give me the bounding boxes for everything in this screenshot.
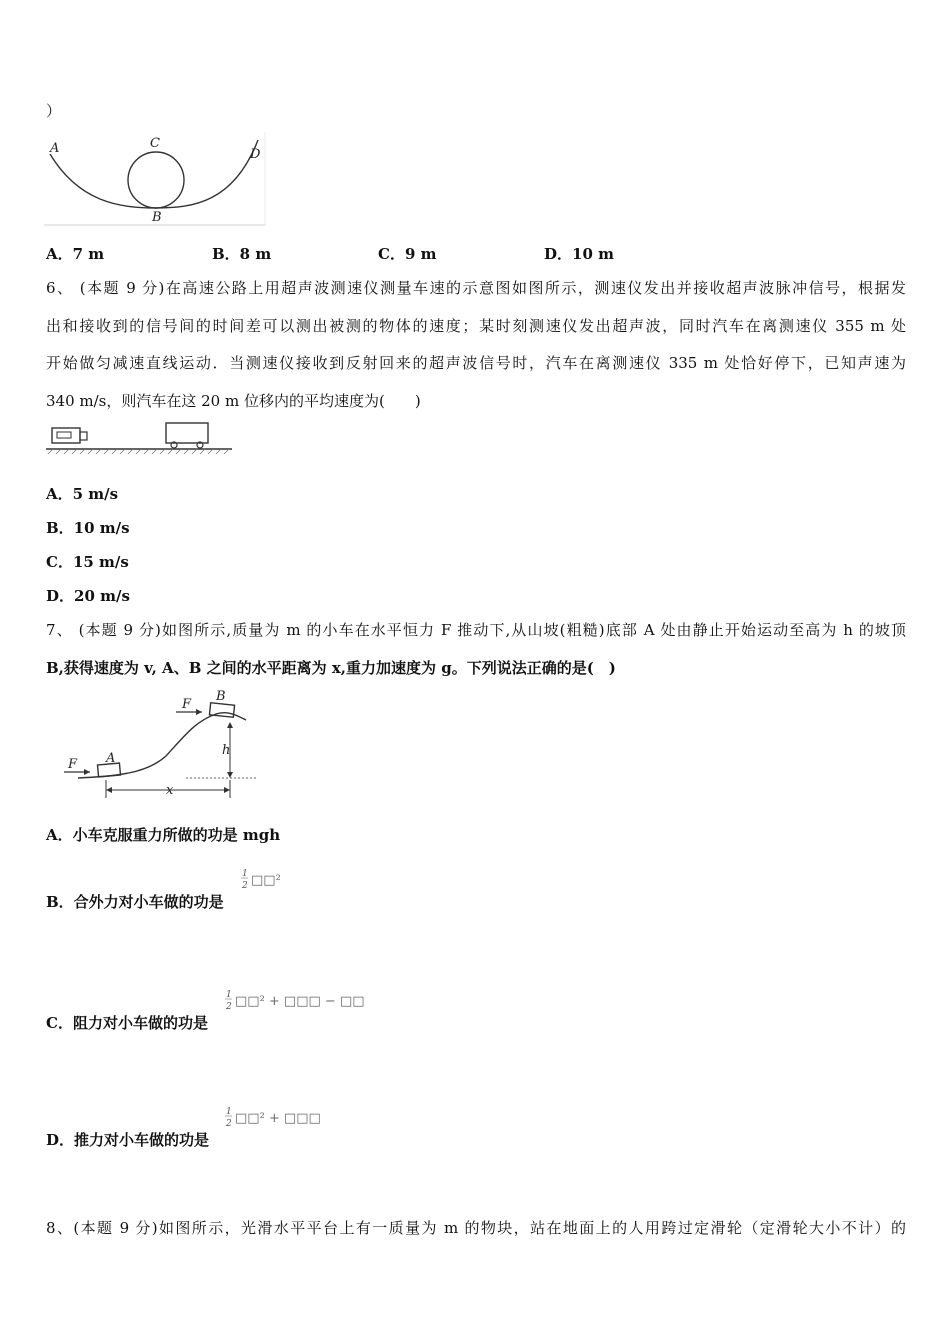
q7-stem-line1: 7、 (本题 9 分)如图所示,质量为 m 的小车在水平恒力 F 推动下,从山坡(粗糙)底部 A 处由静止开始运动至高为 h 的坡顶 <box>46 621 906 639</box>
q7-option-a: A．小车克服重力所做的功是 mgh <box>46 826 281 844</box>
q7-label-a: A <box>106 751 116 766</box>
q5-option-d: D．10 m <box>544 245 614 263</box>
q7-formula-d <box>224 1104 344 1134</box>
q7-option-b: B．合外力对小车做的功是 <box>46 893 224 911</box>
q7-formula-b-num: 1 <box>242 869 248 879</box>
q5-options <box>46 244 614 264</box>
q6-stem-line4: 340 m/s，则汽车在这 20 m 位移内的平均速度为( ) <box>46 392 421 410</box>
q7-hill-curve <box>78 713 246 778</box>
q7-option-c: C．阻力对小车做的功是 <box>46 1014 208 1032</box>
q5-paren-close: ） <box>46 102 62 120</box>
q7-formula-b <box>240 866 300 896</box>
q6-option-a: A．5 m/s <box>46 485 119 503</box>
q7-cart-b <box>209 703 234 717</box>
q5-label-a: A <box>50 141 60 156</box>
q7-formula-c-body: □□² + □□□ − □□ <box>235 994 365 1009</box>
q5-loop-circle <box>128 152 184 208</box>
q7-formula-c-den: 2 <box>226 1002 232 1012</box>
q7-option-d: D．推力对小车做的功是 <box>46 1131 210 1149</box>
q7-label-f2: F <box>182 697 192 712</box>
q5-label-b: B <box>152 210 162 225</box>
q7-formula-d-body: □□² + □□□ <box>235 1111 321 1126</box>
q5-option-a: A．7 m <box>46 245 105 263</box>
q6-stem-line1: 6、 (本题 9 分)在高速公路上用超声波测速仪测量车速的示意图如图所示，测速仪发出并接收超声波脉冲信号，根据发 <box>46 279 906 297</box>
q8-stem-line1: 8、(本题 9 分)如图所示，光滑水平平台上有一质量为 m 的物块，站在地面上的人用跨过定滑轮（定滑轮大小不计）的 <box>46 1219 906 1237</box>
q6-speed-gun-figure <box>44 422 234 456</box>
q6-speed-gun <box>52 428 87 443</box>
q7-formula-d-den: 2 <box>226 1119 232 1129</box>
q6-option-c: C．15 m/s <box>46 553 129 571</box>
q6-stem-line3: 开始做匀减速直线运动．当测速仪接收到反射回来的超声波信号时，汽车在离测速仪 335 m 处恰好停下，已知声速为 <box>46 354 906 372</box>
q7-formula-b-den: 2 <box>242 881 248 891</box>
q7-formula-c <box>224 987 384 1017</box>
q6-option-b: B．10 m/s <box>46 519 130 537</box>
q7-label-x: x <box>166 783 174 798</box>
q7-label-h: h <box>222 743 231 758</box>
q6-stem-line2: 出和接收到的信号间的时间差可以测出被测的物体的速度；某时刻测速仪发出超声波，同时汽车在离测速仪 355 m 处 <box>46 317 906 335</box>
q7-formula-d-num: 1 <box>226 1107 232 1117</box>
q7-slope-figure <box>56 686 262 802</box>
q7-label-f1: F <box>68 757 78 772</box>
q5-option-c: C．9 m <box>378 245 437 263</box>
q7-formula-c-num: 1 <box>226 990 232 1000</box>
q7-label-b: B <box>216 689 226 704</box>
q7-stem-line2: B,获得速度为 v, A、B 之间的水平距离为 x,重力加速度为 g。下列说法正确的是( ) <box>46 659 616 677</box>
q5-track-figure <box>44 132 266 226</box>
q5-option-b: B．8 m <box>212 245 272 263</box>
q6-option-d: D．20 m/s <box>46 587 130 605</box>
q5-label-c: C <box>150 136 160 151</box>
q5-label-d: D <box>250 147 261 162</box>
q7-formula-b-body: □□² <box>251 873 281 888</box>
q6-car <box>166 423 208 448</box>
